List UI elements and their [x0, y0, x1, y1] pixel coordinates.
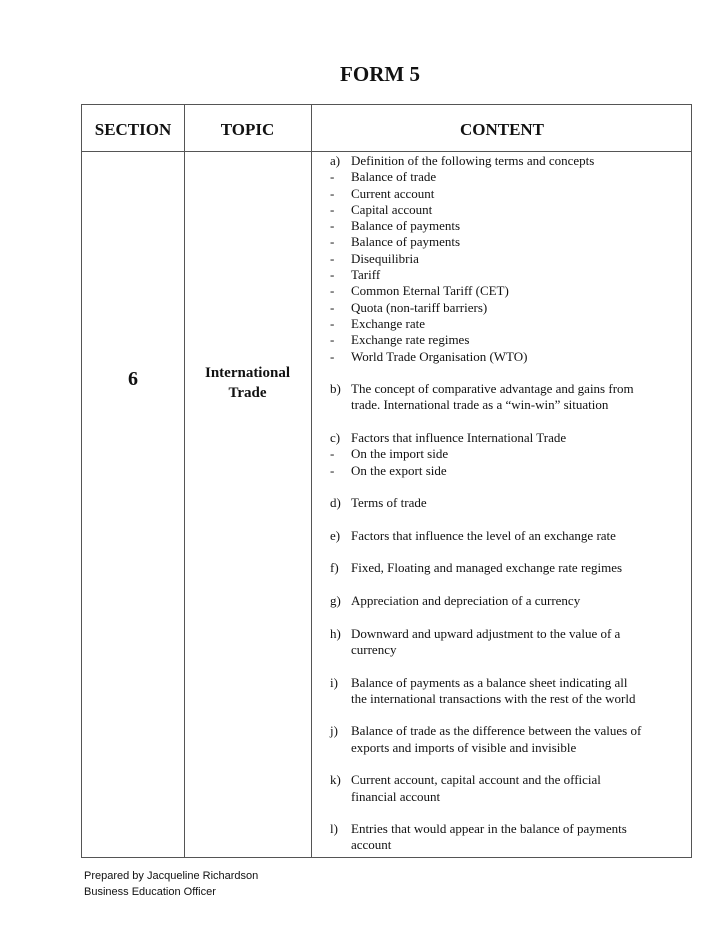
content-item [330, 495, 690, 511]
item-marker: - [330, 218, 335, 234]
content-list [330, 153, 690, 854]
content-item [330, 381, 690, 397]
content-item [330, 691, 690, 707]
item-marker: b) [330, 381, 341, 397]
item-marker: - [330, 201, 335, 217]
syllabus-table [81, 104, 692, 858]
section-number: 6 [128, 368, 138, 390]
item-text: Entries that would appear in the balance of payments [351, 821, 627, 837]
content-item [330, 397, 690, 413]
content-item [330, 300, 690, 316]
item-marker: - [330, 234, 335, 250]
content-item [330, 593, 690, 609]
topic-line: International [204, 365, 290, 381]
item-marker: - [330, 332, 335, 348]
item-marker: - [330, 446, 335, 462]
topic-column-header: TOPIC [220, 120, 275, 139]
item-text: World Trade Organisation (WTO) [351, 348, 528, 364]
item-text: financial account [351, 788, 441, 804]
content-item [330, 789, 690, 805]
item-text: trade. International trade as a “win-win” situation [351, 397, 609, 413]
item-marker: k) [330, 772, 341, 788]
item-text: Balance of payments [351, 218, 461, 234]
item-text: Balance of trade as the difference between the values of [351, 723, 642, 739]
item-marker: l) [330, 821, 338, 837]
item-marker [330, 837, 351, 853]
item-marker: j) [330, 723, 338, 739]
content-item [330, 153, 690, 169]
item-marker: d) [330, 495, 341, 511]
item-marker: - [330, 185, 335, 201]
content-item [330, 218, 690, 234]
item-marker: - [330, 169, 335, 185]
content-item [330, 821, 690, 837]
table-header-row [82, 105, 691, 152]
content-item [330, 560, 690, 576]
content-item [330, 463, 690, 479]
content-item [330, 234, 690, 250]
item-text: Common Eternal Tariff (CET) [351, 283, 509, 299]
item-marker: - [330, 315, 335, 331]
item-marker [330, 397, 351, 413]
spacer [330, 609, 690, 625]
footer-author: Prepared by Jacqueline Richardson [84, 870, 259, 882]
topic-line: Trade [228, 385, 267, 401]
item-marker: g) [330, 593, 341, 609]
item-marker: h) [330, 625, 341, 641]
content-column-header: CONTENT [459, 120, 545, 139]
item-marker: i) [330, 674, 338, 690]
section-column-header: SECTION [94, 120, 172, 139]
content-item [330, 186, 690, 202]
column-divider [184, 105, 185, 857]
content-item [330, 642, 690, 658]
footer-role: Business Education Officer [84, 886, 216, 898]
item-marker: - [330, 250, 335, 266]
spacer [330, 365, 690, 381]
item-text: On the import side [351, 446, 449, 462]
content-item [330, 169, 690, 185]
item-text: currency [351, 641, 397, 657]
item-text: Exchange rate [351, 315, 425, 331]
spacer [330, 805, 690, 821]
item-text: Tariff [351, 267, 381, 283]
item-marker: c) [330, 430, 341, 446]
item-marker [330, 691, 351, 707]
item-text: account [351, 837, 392, 853]
spacer [330, 414, 690, 430]
item-text: Factors that influence International Trade [351, 430, 567, 446]
content-item [330, 723, 690, 739]
content-item [330, 528, 690, 544]
item-marker [330, 740, 351, 756]
item-marker [330, 789, 351, 805]
item-text: Current account [351, 185, 435, 201]
column-divider [311, 105, 312, 857]
spacer [330, 479, 690, 495]
page-title: FORM 5 [340, 62, 420, 86]
spacer [330, 707, 690, 723]
item-marker: f) [330, 560, 339, 576]
content-item [330, 349, 690, 365]
item-text: the international transactions with the rest of the world [351, 690, 636, 706]
item-text: The concept of comparative advantage and gains from [351, 381, 634, 397]
item-marker: - [330, 462, 335, 478]
content-item [330, 740, 690, 756]
spacer [330, 577, 690, 593]
spacer [330, 544, 690, 560]
item-text: Disequilibria [351, 250, 419, 266]
content-item [330, 251, 690, 267]
spacer [330, 512, 690, 528]
item-text: Exchange rate regimes [351, 332, 470, 348]
content-item [330, 283, 690, 299]
content-item [330, 772, 690, 788]
spacer [330, 658, 690, 674]
item-text: exports and imports of visible and invisible [351, 739, 577, 755]
topic-cell [184, 363, 311, 403]
item-text: Balance of payments as a balance sheet indicating all [351, 674, 628, 690]
item-text: Quota (non-tariff barriers) [351, 299, 488, 315]
item-text: Balance of trade [351, 169, 437, 185]
footer [84, 868, 258, 900]
item-text: Appreciation and depreciation of a currency [351, 593, 581, 609]
item-text: Balance of payments [351, 234, 461, 250]
content-item [330, 267, 690, 283]
item-text: Capital account [351, 201, 433, 217]
item-text: Fixed, Floating and managed exchange rate regimes [351, 560, 623, 576]
item-text: Terms of trade [351, 495, 427, 511]
content-item [330, 837, 690, 853]
item-text: Downward and upward adjustment to the value of a [351, 625, 621, 641]
item-text: On the export side [351, 462, 447, 478]
item-text: Definition of the following terms and concepts [351, 153, 595, 168]
item-marker: a) [330, 153, 341, 168]
content-item [330, 202, 690, 218]
item-marker: - [330, 299, 335, 315]
item-text: Current account, capital account and the official [351, 772, 601, 788]
content-item [330, 332, 690, 348]
item-marker: - [330, 348, 335, 364]
spacer [330, 756, 690, 772]
item-marker [330, 642, 351, 658]
content-item [330, 675, 690, 691]
item-text: Factors that influence the level of an exchange rate [351, 527, 616, 543]
item-marker: - [330, 283, 335, 299]
content-item [330, 430, 690, 446]
item-marker: - [330, 267, 335, 283]
content-item [330, 316, 690, 332]
item-marker: e) [330, 527, 341, 543]
content-item [330, 626, 690, 642]
content-item [330, 446, 690, 462]
